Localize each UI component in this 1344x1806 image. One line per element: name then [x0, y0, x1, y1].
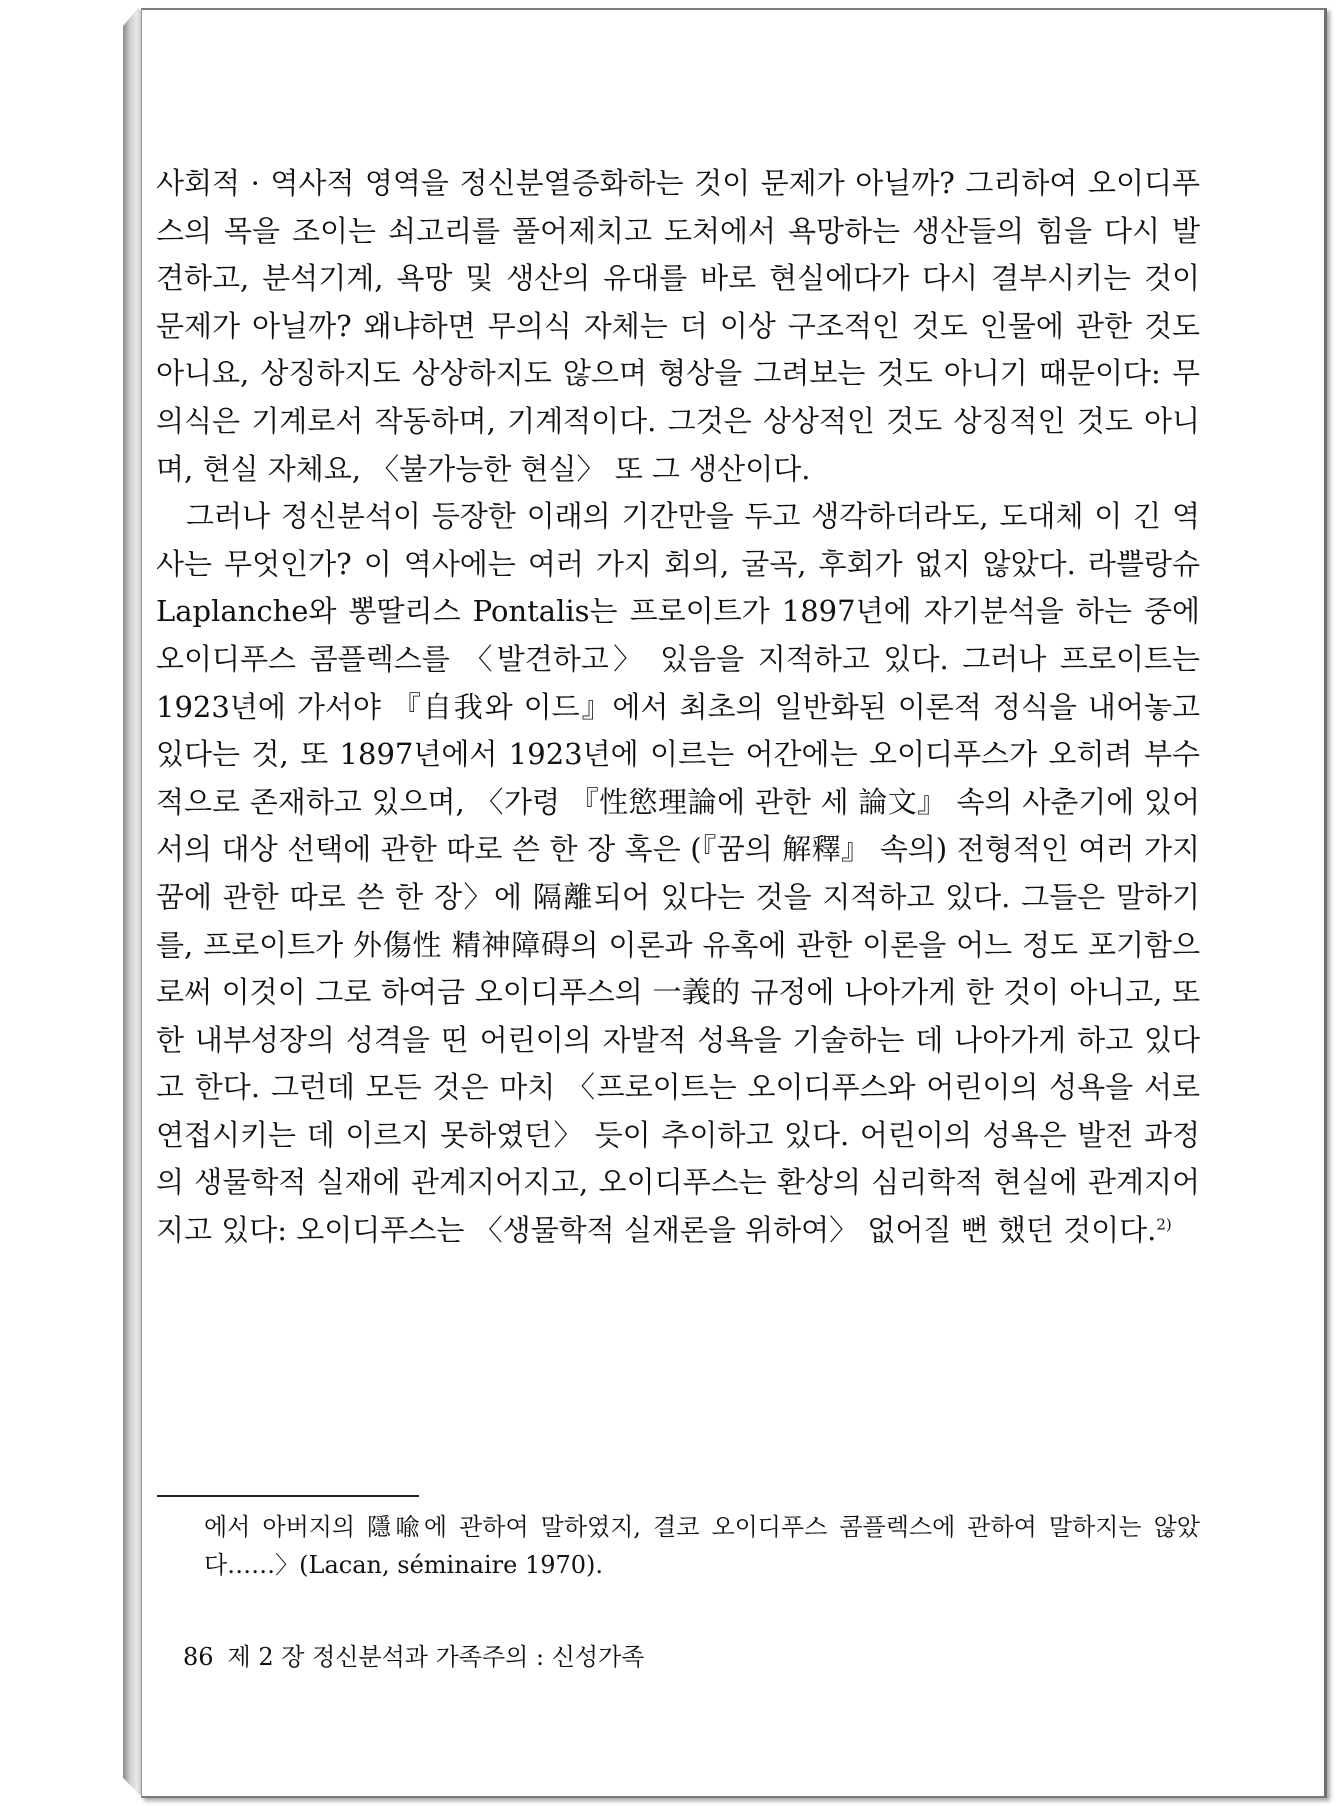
footnote-divider — [157, 1495, 419, 1497]
paragraph-2-text: 그러나 정신분석이 등장한 이래의 기간만을 두고 생각하더라도, 도대체 이 긴 역사는 무엇인가? 이 역사에는 여러 가지 회의, 굴곡, 후회가 없지 않았다. 라쁠랑슈 Laplanche와 뽕딸리스 Pontalis는 프로이트가 1897년에 자기분석을 하는 중에 오이디푸스 콤플렉스를 〈발견하고〉 있음을 지적하고 있다. 그러나 프로이트는 1923년에 가서야 『自我와 이드』에서 최초의 일반화된 이론적 정식을 내어놓고 있다는 것, 또 1897년에서 1923년에 이르는 어간에는 오이디푸스가 오히려 부수적으로 존재하고 있으며, 〈가령 『性慾理論에 관한 세 論文』 속의 사춘기에 있어서의 대상 선택에 관한 따로 쓴 한 장 혹은 (『꿈의 解釋』 속의) 전형적인 여러 가지 꿈에 관한 따로 쓴 한 장〉에 隔離되어 있다는 것을 지적하고 있다. 그들은 말하기를, 프로이트가 外傷性 精神障碍의 이론과 유혹에 관한 이론을 어느 정도 포기함으로써 이것이 그로 하여금 오이디푸스의 一義的 규정에 나아가게 한 것이 아니고, 또한 내부성장의 성격을 띤 어린이의 자발적 성욕을 기술하는 데 나아가게 하고 있다고 한다. 그런데 모든 것은 마치 〈프로이트는 오이디푸스와 어린이의 성욕을 서로 연접시키는 데 이르지 못하였던〉 듯이 추이하고 있다. 어린이의 성욕은 발전 과정의 생물학적 실재에 관계지어지고, 오이디푸스는 환상의 심리학적 현실에 관계지어지고 있다: 오이디푸스는 〈생물학적 실재론을 위하여〉 없어질 뻔 했던 것이다. — [156, 499, 1200, 1248]
paragraph-1: 사회적 · 역사적 영역을 정신분열증화하는 것이 문제가 아닐까? 그리하여 오이디푸스의 목을 조이는 쇠고리를 풀어제치고 도처에서 욕망하는 생산들의 힘을 다시 발견하고, 분석기계, 욕망 및 생산의 유대를 바로 현실에다가 다시 결부시키는 것이 문제가 아닐까? 왜냐하면 무의식 자체는 더 이상 구조적인 것도 인물에 관한 것도 아니요, 상징하지도 상상하지도 않으며 형상을 그려보는 것도 아니기 때문이다: 무의식은 기계로서 작동하며, 기계적이다. 그것은 상상적인 것도 상징적인 것도 아니며, 현실 자체요, 〈불가능한 현실〉 또 그 생산이다. — [156, 166, 1200, 486]
page-spine-edge — [123, 8, 143, 1798]
footnote-text: 에서 아버지의 隱喩에 관하여 말하였지, 결코 오이디푸스 콤플렉스에 관하여 말하지는 않았다……〉(Lacan, séminaire 1970). — [204, 1513, 1200, 1579]
paragraph-2 — [156, 493, 1200, 1255]
chapter-title: 제 2 장 정신분석과 가족주의 : 신성가족 — [227, 1643, 645, 1671]
main-text-block — [156, 160, 1200, 1255]
footnote-block — [204, 1508, 1200, 1584]
running-footer — [183, 1640, 644, 1674]
footnote-marker: 2) — [1156, 1215, 1172, 1234]
page-number: 86 — [183, 1643, 214, 1671]
